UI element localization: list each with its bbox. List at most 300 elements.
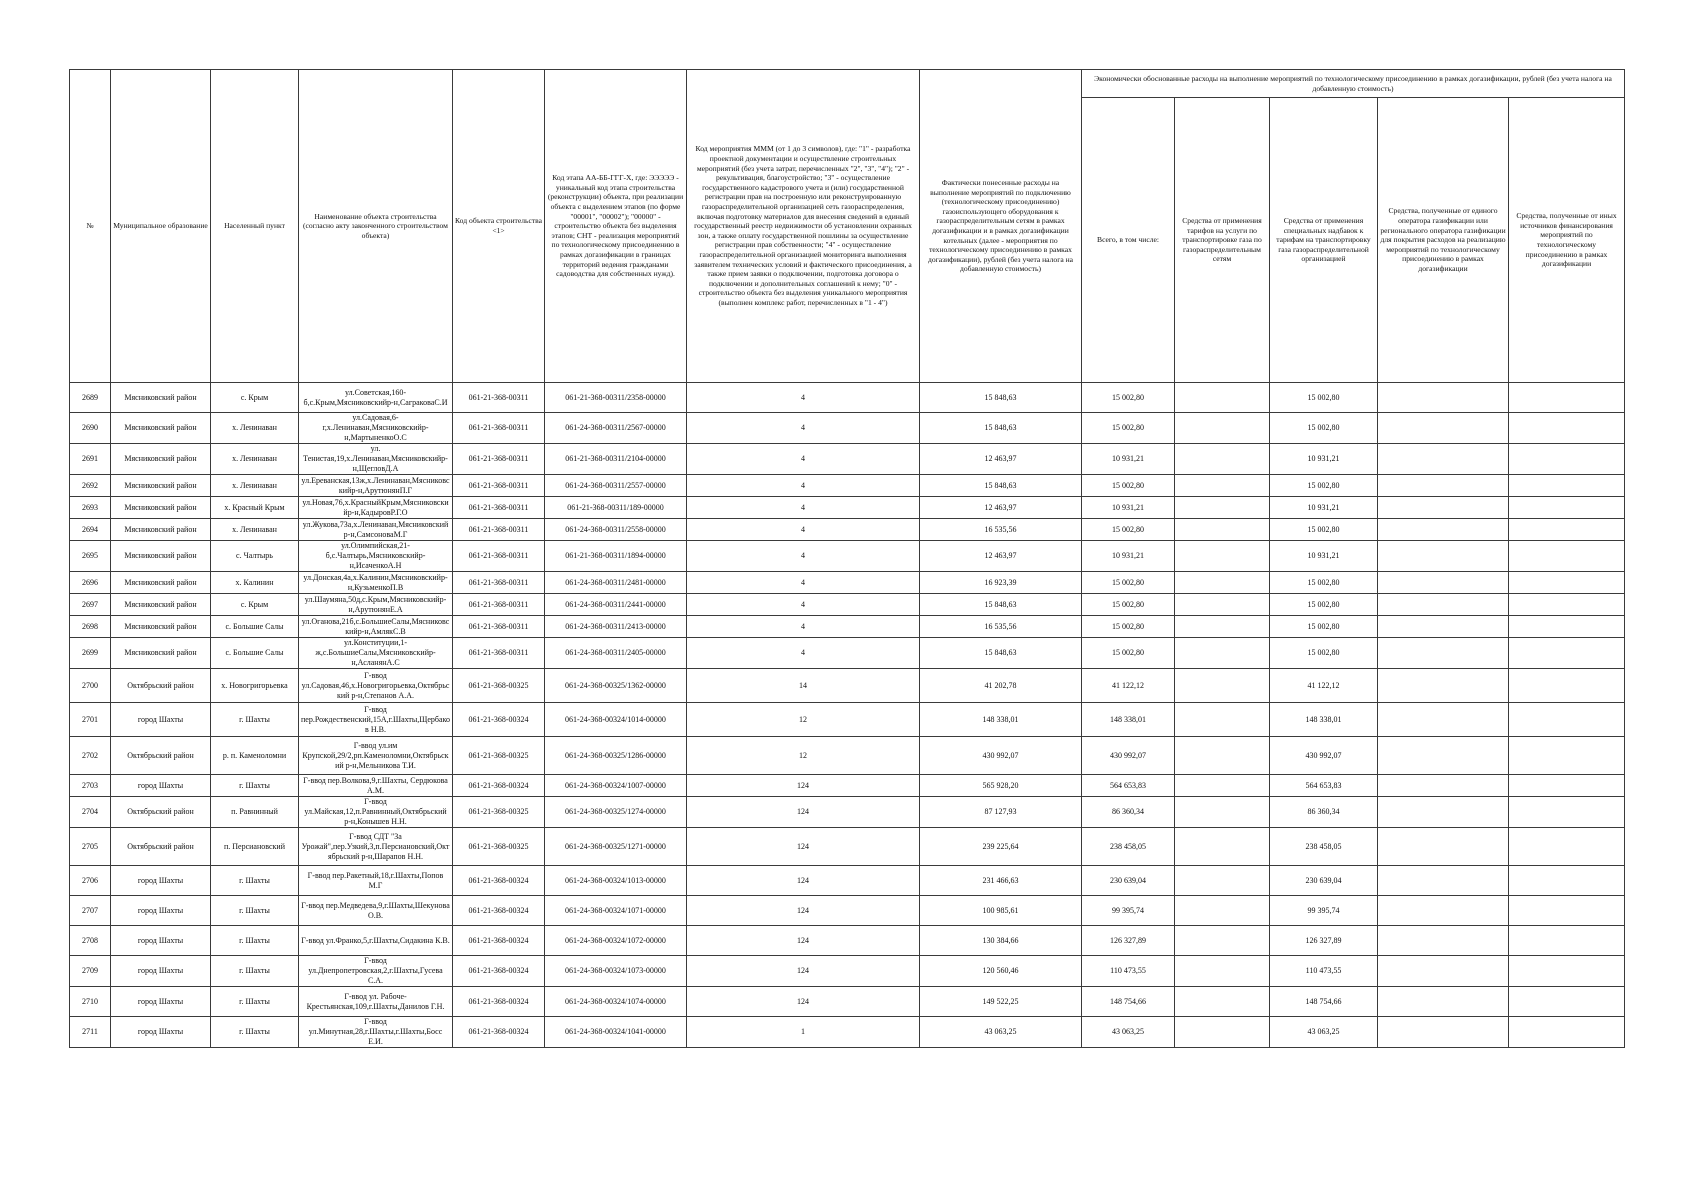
tariff-funds-cell [1175, 926, 1270, 956]
table-row [70, 572, 1625, 594]
actual-costs-cell: 41 202,78 [920, 669, 1082, 703]
table-row [70, 956, 1625, 987]
settlement-cell: х. Калинин [211, 572, 299, 594]
surcharge-funds-cell: 430 992,07 [1270, 737, 1378, 775]
row-number-cell: 2704 [70, 797, 111, 828]
object-code-cell: 061-21-368-00325 [453, 669, 545, 703]
stage-code-cell: 061-24-368-00324/1041-00000 [545, 1017, 687, 1048]
object-code-cell: 061-21-368-00325 [453, 828, 545, 866]
stage-code-cell: 061-24-368-00324/1074-00000 [545, 987, 687, 1017]
municipality-cell: Мясниковский район [111, 638, 211, 669]
surcharge-funds-cell: 15 002,80 [1270, 475, 1378, 497]
table-row [70, 775, 1625, 797]
settlement-cell: х. Ленинаван [211, 519, 299, 541]
table-row [70, 669, 1625, 703]
operator-funds-cell [1378, 519, 1509, 541]
table-row [70, 703, 1625, 737]
stage-code-cell: 061-24-368-00311/2557-00000 [545, 475, 687, 497]
total-cell: 43 063,25 [1082, 1017, 1175, 1048]
table-header [70, 70, 1625, 383]
operator-funds-cell [1378, 703, 1509, 737]
row-number-cell: 2689 [70, 383, 111, 413]
tariff-funds-cell [1175, 987, 1270, 1017]
data-table-sheet [69, 69, 1624, 1048]
operator-funds-cell [1378, 896, 1509, 926]
municipality-cell: Мясниковский район [111, 594, 211, 616]
surcharge-funds-cell: 41 122,12 [1270, 669, 1378, 703]
tariff-funds-cell [1175, 956, 1270, 987]
settlement-cell: п. Персиановский [211, 828, 299, 866]
table-row [70, 1017, 1625, 1048]
row-number-cell: 2710 [70, 987, 111, 1017]
municipality-cell: город Шахты [111, 703, 211, 737]
municipality-cell: Мясниковский район [111, 444, 211, 475]
object-name-cell: ул.Донская,4а,х.Калинин,Мясниковскийр-н,КузьменкоП.В [299, 572, 453, 594]
operator-funds-cell [1378, 572, 1509, 594]
object-name-cell: Г-ввод пер.Волкова,9,г.Шахты, Сердюкова А.М. [299, 775, 453, 797]
object-name-cell: Г-ввод ул.Франко,5,г.Шахты,Сидакина К.В. [299, 926, 453, 956]
surcharge-funds-cell: 15 002,80 [1270, 413, 1378, 444]
object-name-cell: Г-ввод пер.Медведева,9,г.Шахты,Шекунова О.В. [299, 896, 453, 926]
header-object-code: Код объекта строительства <1> [453, 70, 545, 383]
other-funds-cell [1509, 594, 1625, 616]
activity-code-cell: 124 [687, 956, 920, 987]
other-funds-cell [1509, 669, 1625, 703]
operator-funds-cell [1378, 775, 1509, 797]
total-cell: 15 002,80 [1082, 383, 1175, 413]
object-name-cell: ул.Жукова,73а,х.Ленинаван,Мясниковскийр-н,СамсоноваМ.Г [299, 519, 453, 541]
other-funds-cell [1509, 475, 1625, 497]
other-funds-cell [1509, 926, 1625, 956]
header-no: № [70, 70, 111, 383]
object-name-cell: ул.Новая,76,х.КрасныйКрым,Мясниковскийр-н,КадыровР.Г.О [299, 497, 453, 519]
operator-funds-cell [1378, 987, 1509, 1017]
stage-code-cell: 061-24-368-00325/1271-00000 [545, 828, 687, 866]
object-code-cell: 061-21-368-00324 [453, 703, 545, 737]
object-code-cell: 061-21-368-00311 [453, 638, 545, 669]
actual-costs-cell: 149 522,25 [920, 987, 1082, 1017]
stage-code-cell: 061-21-368-00311/189-00000 [545, 497, 687, 519]
activity-code-cell: 4 [687, 497, 920, 519]
tariff-funds-cell [1175, 1017, 1270, 1048]
activity-code-cell: 4 [687, 541, 920, 572]
tariff-funds-cell [1175, 775, 1270, 797]
surcharge-funds-cell: 15 002,80 [1270, 594, 1378, 616]
other-funds-cell [1509, 519, 1625, 541]
row-number-cell: 2709 [70, 956, 111, 987]
object-name-cell: Г-ввод пер.Ракетный,18,г.Шахты,Попов М.Г [299, 866, 453, 896]
object-code-cell: 061-21-368-00324 [453, 987, 545, 1017]
municipality-cell: Мясниковский район [111, 541, 211, 572]
municipality-cell: Мясниковский район [111, 383, 211, 413]
actual-costs-cell: 12 463,97 [920, 444, 1082, 475]
activity-code-cell: 4 [687, 383, 920, 413]
activity-code-cell: 4 [687, 594, 920, 616]
stage-code-cell: 061-24-368-00311/2558-00000 [545, 519, 687, 541]
activity-code-cell: 4 [687, 638, 920, 669]
object-code-cell: 061-21-368-00311 [453, 572, 545, 594]
actual-costs-cell: 87 127,93 [920, 797, 1082, 828]
header-total: Всего, в том числе: [1082, 98, 1175, 383]
object-name-cell: ул.Садовая,6-г,х.Ленинаван,Мясниковскийр-н,МартыненкоО.С [299, 413, 453, 444]
surcharge-funds-cell: 15 002,80 [1270, 638, 1378, 669]
activity-code-cell: 124 [687, 866, 920, 896]
row-number-cell: 2690 [70, 413, 111, 444]
total-cell: 86 360,34 [1082, 797, 1175, 828]
total-cell: 15 002,80 [1082, 616, 1175, 638]
other-funds-cell [1509, 703, 1625, 737]
total-cell: 564 653,83 [1082, 775, 1175, 797]
total-cell: 15 002,80 [1082, 594, 1175, 616]
settlement-cell: с. Чалтырь [211, 541, 299, 572]
stage-code-cell: 061-24-368-00311/2567-00000 [545, 413, 687, 444]
object-name-cell: Г-ввод ул. Рабоче-Крестьянская,109,г.Шахты,Данилов Г.Н. [299, 987, 453, 1017]
stage-code-cell: 061-24-368-00324/1071-00000 [545, 896, 687, 926]
tariff-funds-cell [1175, 866, 1270, 896]
stage-code-cell: 061-24-368-00324/1014-00000 [545, 703, 687, 737]
object-code-cell: 061-21-368-00311 [453, 541, 545, 572]
tariff-funds-cell [1175, 896, 1270, 926]
activity-code-cell: 124 [687, 775, 920, 797]
table-row [70, 866, 1625, 896]
municipality-cell: город Шахты [111, 956, 211, 987]
actual-costs-cell: 16 923,39 [920, 572, 1082, 594]
other-funds-cell [1509, 541, 1625, 572]
actual-costs-cell: 12 463,97 [920, 497, 1082, 519]
municipality-cell: город Шахты [111, 866, 211, 896]
object-code-cell: 061-21-368-00311 [453, 475, 545, 497]
surcharge-funds-cell: 43 063,25 [1270, 1017, 1378, 1048]
row-number-cell: 2711 [70, 1017, 111, 1048]
total-cell: 99 395,74 [1082, 896, 1175, 926]
actual-costs-cell: 148 338,01 [920, 703, 1082, 737]
table-row [70, 541, 1625, 572]
gasification-cost-table [69, 69, 1625, 1048]
tariff-funds-cell [1175, 383, 1270, 413]
row-number-cell: 2691 [70, 444, 111, 475]
tariff-funds-cell [1175, 669, 1270, 703]
object-name-cell: Г-ввод ул.Минутная,28,г.Шахты,г.Шахты,Босс Е.И. [299, 1017, 453, 1048]
municipality-cell: Мясниковский район [111, 616, 211, 638]
object-name-cell: Г-ввод ул.Днепропетровская,2,г.Шахты,Гусева С.А. [299, 956, 453, 987]
table-row [70, 444, 1625, 475]
actual-costs-cell: 15 848,63 [920, 383, 1082, 413]
settlement-cell: х. Новогригорьевка [211, 669, 299, 703]
table-row [70, 383, 1625, 413]
object-code-cell: 061-21-368-00311 [453, 497, 545, 519]
row-number-cell: 2705 [70, 828, 111, 866]
total-cell: 110 473,55 [1082, 956, 1175, 987]
other-funds-cell [1509, 444, 1625, 475]
header-stage-code: Код этапа АА-ББ-ГГГ-Х, где: ЭЭЭЭЭ - уникальный код этапа строительства (реконструкции) объекта, при реализации объекта с выделением этапов (по форме "00001", "00002"); "00000" - строительство объекта без выделения этапов; СНТ - реализация мероприятий по технологическому присоединению в рамках догазификации в границах территорий ведения гражданами садоводства для собственных нужд). [545, 70, 687, 383]
activity-code-cell: 124 [687, 828, 920, 866]
header-other-funds: Средства, полученные от иных источников финансирования мероприятий по технологическому присоединению в рамках догазификации [1509, 98, 1625, 383]
object-name-cell: Г-ввод пер.Рождественский,15А,г.Шахты,Щербаков Н.В. [299, 703, 453, 737]
surcharge-funds-cell: 10 931,21 [1270, 497, 1378, 519]
settlement-cell: г. Шахты [211, 1017, 299, 1048]
operator-funds-cell [1378, 866, 1509, 896]
operator-funds-cell [1378, 638, 1509, 669]
object-name-cell: ул.Конституции,1-ж,с.БольшиеСалы,Мясниковскийр-н,АсланянА.С [299, 638, 453, 669]
total-cell: 126 327,89 [1082, 926, 1175, 956]
actual-costs-cell: 12 463,97 [920, 541, 1082, 572]
other-funds-cell [1509, 896, 1625, 926]
total-cell: 10 931,21 [1082, 541, 1175, 572]
object-code-cell: 061-21-368-00325 [453, 797, 545, 828]
row-number-cell: 2701 [70, 703, 111, 737]
settlement-cell: с. Крым [211, 383, 299, 413]
total-cell: 15 002,80 [1082, 572, 1175, 594]
other-funds-cell [1509, 775, 1625, 797]
operator-funds-cell [1378, 669, 1509, 703]
actual-costs-cell: 430 992,07 [920, 737, 1082, 775]
other-funds-cell [1509, 572, 1625, 594]
settlement-cell: х. Ленинаван [211, 475, 299, 497]
activity-code-cell: 4 [687, 444, 920, 475]
row-number-cell: 2700 [70, 669, 111, 703]
table-row [70, 638, 1625, 669]
surcharge-funds-cell: 86 360,34 [1270, 797, 1378, 828]
actual-costs-cell: 16 535,56 [920, 519, 1082, 541]
object-name-cell: ул.Оганова,21б,с.БольшиеСалы,Мясниковскийр-н,АмлякС.В [299, 616, 453, 638]
surcharge-funds-cell: 10 931,21 [1270, 444, 1378, 475]
municipality-cell: Октябрьский район [111, 797, 211, 828]
row-number-cell: 2708 [70, 926, 111, 956]
surcharge-funds-cell: 10 931,21 [1270, 541, 1378, 572]
actual-costs-cell: 15 848,63 [920, 413, 1082, 444]
stage-code-cell: 061-24-368-00311/2405-00000 [545, 638, 687, 669]
municipality-cell: Октябрьский район [111, 737, 211, 775]
surcharge-funds-cell: 148 754,66 [1270, 987, 1378, 1017]
surcharge-funds-cell: 564 653,83 [1270, 775, 1378, 797]
total-cell: 230 639,04 [1082, 866, 1175, 896]
actual-costs-cell: 16 535,56 [920, 616, 1082, 638]
stage-code-cell: 061-24-368-00311/2481-00000 [545, 572, 687, 594]
settlement-cell: п. Равнинный [211, 797, 299, 828]
stage-code-cell: 061-21-368-00311/2358-00000 [545, 383, 687, 413]
total-cell: 10 931,21 [1082, 497, 1175, 519]
row-number-cell: 2702 [70, 737, 111, 775]
surcharge-funds-cell: 15 002,80 [1270, 519, 1378, 541]
stage-code-cell: 061-24-368-00324/1007-00000 [545, 775, 687, 797]
object-code-cell: 061-21-368-00311 [453, 594, 545, 616]
activity-code-cell: 124 [687, 926, 920, 956]
settlement-cell: г. Шахты [211, 987, 299, 1017]
row-number-cell: 2706 [70, 866, 111, 896]
municipality-cell: Мясниковский район [111, 519, 211, 541]
object-name-cell: ул.Олимпийская,21-б,с.Чалтырь,Мясниковскийр-н,ИсаченкоА.Н [299, 541, 453, 572]
object-code-cell: 061-21-368-00311 [453, 444, 545, 475]
table-row [70, 475, 1625, 497]
other-funds-cell [1509, 497, 1625, 519]
other-funds-cell [1509, 797, 1625, 828]
activity-code-cell: 12 [687, 703, 920, 737]
table-row [70, 828, 1625, 866]
total-cell: 15 002,80 [1082, 519, 1175, 541]
total-cell: 238 458,05 [1082, 828, 1175, 866]
row-number-cell: 2699 [70, 638, 111, 669]
row-number-cell: 2698 [70, 616, 111, 638]
activity-code-cell: 124 [687, 896, 920, 926]
object-code-cell: 061-21-368-00324 [453, 866, 545, 896]
header-settlement: Населенный пункт [211, 70, 299, 383]
table-row [70, 797, 1625, 828]
settlement-cell: х. Красный Крым [211, 497, 299, 519]
stage-code-cell: 061-24-368-00324/1073-00000 [545, 956, 687, 987]
settlement-cell: с. Крым [211, 594, 299, 616]
tariff-funds-cell [1175, 444, 1270, 475]
object-code-cell: 061-21-368-00324 [453, 775, 545, 797]
stage-code-cell: 061-24-368-00311/2413-00000 [545, 616, 687, 638]
tariff-funds-cell [1175, 594, 1270, 616]
other-funds-cell [1509, 1017, 1625, 1048]
table-row [70, 896, 1625, 926]
activity-code-cell: 1 [687, 1017, 920, 1048]
row-number-cell: 2695 [70, 541, 111, 572]
activity-code-cell: 124 [687, 987, 920, 1017]
row-number-cell: 2694 [70, 519, 111, 541]
surcharge-funds-cell: 99 395,74 [1270, 896, 1378, 926]
stage-code-cell: 061-24-368-00325/1274-00000 [545, 797, 687, 828]
operator-funds-cell [1378, 413, 1509, 444]
table-row [70, 497, 1625, 519]
object-code-cell: 061-21-368-00324 [453, 926, 545, 956]
total-cell: 430 992,07 [1082, 737, 1175, 775]
row-number-cell: 2696 [70, 572, 111, 594]
actual-costs-cell: 43 063,25 [920, 1017, 1082, 1048]
object-name-cell: Г-ввод ул.Майская,12,п.Равнинный,Октябрьский р-н,Конышев Н.Н. [299, 797, 453, 828]
table-row [70, 616, 1625, 638]
operator-funds-cell [1378, 475, 1509, 497]
municipality-cell: город Шахты [111, 926, 211, 956]
stage-code-cell: 061-24-368-00325/1286-00000 [545, 737, 687, 775]
tariff-funds-cell [1175, 541, 1270, 572]
object-code-cell: 061-21-368-00311 [453, 616, 545, 638]
object-code-cell: 061-21-368-00311 [453, 413, 545, 444]
settlement-cell: г. Шахты [211, 896, 299, 926]
activity-code-cell: 4 [687, 572, 920, 594]
table-row [70, 519, 1625, 541]
tariff-funds-cell [1175, 797, 1270, 828]
stage-code-cell: 061-24-368-00325/1362-00000 [545, 669, 687, 703]
header-activity-code: Код мероприятия МММ (от 1 до 3 символов), где: "1" - разработка проектной документации и осуществление строительных мероприятий (без учета затрат, перечисленных "2", "3", "4"); "2" - рекультивация, благоустройство; "3" - осуществление государственного кадастрового учета и (или) государственной регистрации прав на построенную или реконструированную газораспределительной организацией сеть газораспределения, включая подготовку материалов для внесения сведений в единый государственный реестр недвижимости об установлении охранных зон, а также оплату государственной пошлины за осуществление регистрации прав собственности; "4" - осуществление газораспределительной организацией мониторинга выполнения заявителем технических условий и фактического присоединения, а также прием заявки о подключении, подготовка договора о подключении и дополнительных соглашений к нему; "0" - строительство объекта без выделения уникального мероприятия (выполнен комплекс работ, перечисленных в "1 - 4") [687, 70, 920, 383]
tariff-funds-cell [1175, 638, 1270, 669]
activity-code-cell: 124 [687, 797, 920, 828]
operator-funds-cell [1378, 828, 1509, 866]
object-name-cell: ул.Советская,160-б,с.Крым,Мясниковскийр-н,СаграковаС.И [299, 383, 453, 413]
stage-code-cell: 061-24-368-00311/2441-00000 [545, 594, 687, 616]
municipality-cell: Мясниковский район [111, 413, 211, 444]
row-number-cell: 2697 [70, 594, 111, 616]
municipality-cell: город Шахты [111, 987, 211, 1017]
municipality-cell: город Шахты [111, 775, 211, 797]
operator-funds-cell [1378, 594, 1509, 616]
surcharge-funds-cell: 230 639,04 [1270, 866, 1378, 896]
row-number-cell: 2703 [70, 775, 111, 797]
other-funds-cell [1509, 956, 1625, 987]
tariff-funds-cell [1175, 703, 1270, 737]
stage-code-cell: 061-21-368-00311/2104-00000 [545, 444, 687, 475]
header-surcharge-funds: Средства от применения специальных надбавок к тарифам на транспортировку газа газораспределительной организацией [1270, 98, 1378, 383]
settlement-cell: г. Шахты [211, 703, 299, 737]
actual-costs-cell: 565 928,20 [920, 775, 1082, 797]
object-name-cell: Г-ввод ул.Садовая,46,х.Новогригорьевка,Октябрьский р-н,Степанов А.А. [299, 669, 453, 703]
object-code-cell: 061-21-368-00324 [453, 1017, 545, 1048]
actual-costs-cell: 130 384,66 [920, 926, 1082, 956]
operator-funds-cell [1378, 497, 1509, 519]
other-funds-cell [1509, 638, 1625, 669]
header-municipality: Муниципальное образование [111, 70, 211, 383]
activity-code-cell: 14 [687, 669, 920, 703]
total-cell: 10 931,21 [1082, 444, 1175, 475]
object-code-cell: 061-21-368-00325 [453, 737, 545, 775]
object-code-cell: 061-21-368-00311 [453, 519, 545, 541]
table-row [70, 926, 1625, 956]
municipality-cell: Октябрьский район [111, 828, 211, 866]
total-cell: 41 122,12 [1082, 669, 1175, 703]
surcharge-funds-cell: 148 338,01 [1270, 703, 1378, 737]
other-funds-cell [1509, 383, 1625, 413]
surcharge-funds-cell: 15 002,80 [1270, 383, 1378, 413]
total-cell: 148 338,01 [1082, 703, 1175, 737]
tariff-funds-cell [1175, 572, 1270, 594]
operator-funds-cell [1378, 541, 1509, 572]
object-code-cell: 061-21-368-00311 [453, 383, 545, 413]
other-funds-cell [1509, 413, 1625, 444]
object-name-cell: ул. Тенистая,19,х.Ленинаван,Мясниковскийр-н,ЩегловД.А [299, 444, 453, 475]
surcharge-funds-cell: 110 473,55 [1270, 956, 1378, 987]
settlement-cell: г. Шахты [211, 775, 299, 797]
activity-code-cell: 4 [687, 616, 920, 638]
operator-funds-cell [1378, 616, 1509, 638]
table-row [70, 594, 1625, 616]
stage-code-cell: 061-24-368-00324/1013-00000 [545, 866, 687, 896]
table-body [70, 383, 1625, 1048]
activity-code-cell: 4 [687, 519, 920, 541]
tariff-funds-cell [1175, 413, 1270, 444]
header-actual-costs: Фактически понесенные расходы на выполнение мероприятий по подключению (технологическому присоединению) газоиспользующего оборудования к газораспределительным сетям в рамках догазификации и в рамках догазификации котельных (далее - мероприятия по технологическому присоединению в рамках догазификации), рублей (без учета налога на добавленную стоимость) [920, 70, 1082, 383]
operator-funds-cell [1378, 383, 1509, 413]
operator-funds-cell [1378, 926, 1509, 956]
table-row [70, 737, 1625, 775]
operator-funds-cell [1378, 797, 1509, 828]
other-funds-cell [1509, 737, 1625, 775]
surcharge-funds-cell: 238 458,05 [1270, 828, 1378, 866]
actual-costs-cell: 231 466,63 [920, 866, 1082, 896]
object-name-cell: Г-ввод ул.им Крупской,29/2,рп.Каменоломни,Октябрьский р-н,Мельникова Т.И. [299, 737, 453, 775]
object-name-cell: ул.Ереванская,13ж,х.Ленинаван,Мясниковскийр-н,АрутюнянП.Г [299, 475, 453, 497]
settlement-cell: с. Большие Салы [211, 638, 299, 669]
header-operator-funds: Средства, полученные от единого оператора газификации или регионального оператора газификации для покрытия расходов на реализацию мероприятий по технологическому присоединению в рамках догазификации [1378, 98, 1509, 383]
settlement-cell: р. п. Каменоломни [211, 737, 299, 775]
stage-code-cell: 061-24-368-00324/1072-00000 [545, 926, 687, 956]
tariff-funds-cell [1175, 737, 1270, 775]
header-object-name: Наименование объекта строительства (согласно акту законченного строительством объекта) [299, 70, 453, 383]
other-funds-cell [1509, 616, 1625, 638]
total-cell: 15 002,80 [1082, 475, 1175, 497]
operator-funds-cell [1378, 956, 1509, 987]
total-cell: 15 002,80 [1082, 413, 1175, 444]
surcharge-funds-cell: 15 002,80 [1270, 572, 1378, 594]
actual-costs-cell: 120 560,46 [920, 956, 1082, 987]
settlement-cell: х. Ленинаван [211, 444, 299, 475]
stage-code-cell: 061-21-368-00311/1894-00000 [545, 541, 687, 572]
municipality-cell: город Шахты [111, 1017, 211, 1048]
municipality-cell: Мясниковский район [111, 497, 211, 519]
header-tariff-funds: Средства от применения тарифов на услуги по транспортировке газа по газораспределительным сетям [1175, 98, 1270, 383]
other-funds-cell [1509, 866, 1625, 896]
table-row [70, 987, 1625, 1017]
